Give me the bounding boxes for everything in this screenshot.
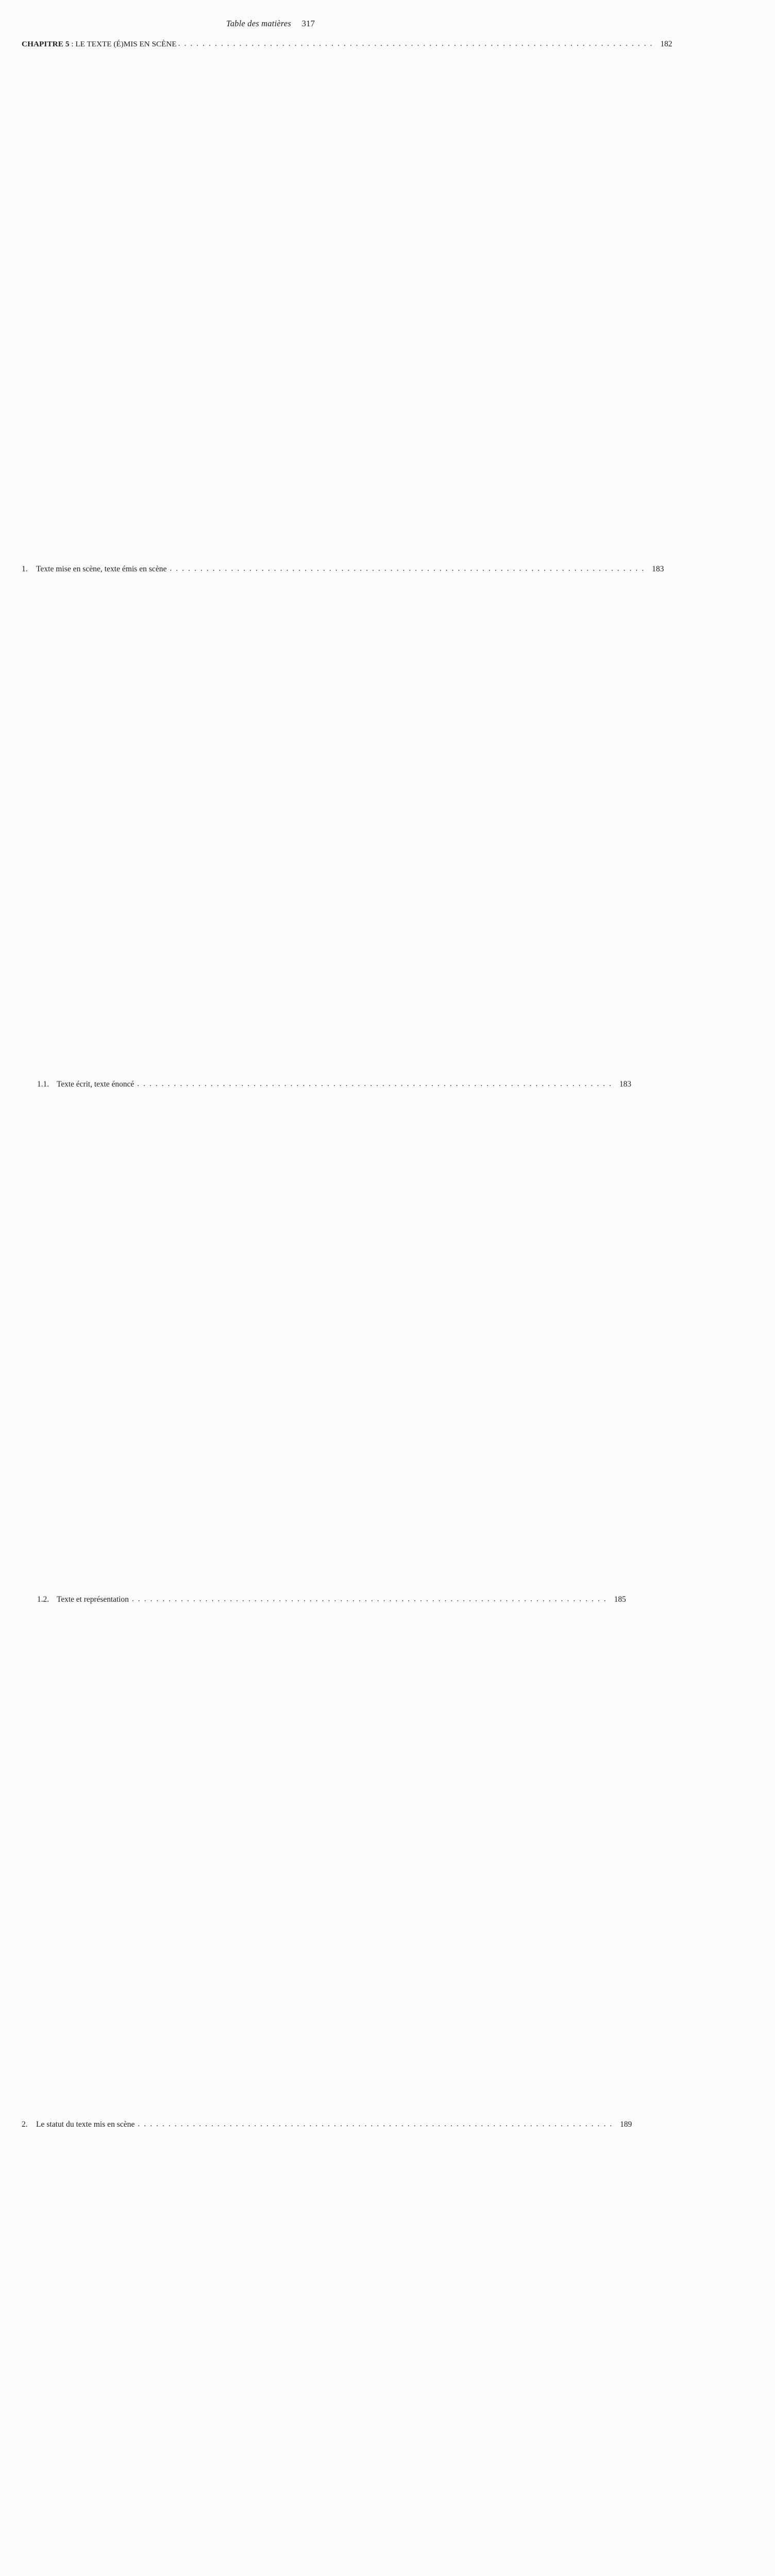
entry-label: Le statut du texte mis en scène	[36, 2120, 135, 2129]
entry-page-number: 182	[660, 40, 672, 48]
toc-entry-section-1-2[interactable]	[22, 1595, 626, 2110]
entry-number: 1.2.	[37, 1595, 49, 1604]
entry-number: 1.	[22, 565, 28, 573]
vertical-spacer	[22, 2110, 314, 2120]
entry-page-number: 183	[652, 565, 664, 573]
dot-leader	[178, 39, 653, 49]
running-head	[22, 19, 315, 29]
entry-label: Texte et représentation	[57, 1595, 129, 1604]
chapter-number: CHAPITRE 5	[22, 40, 70, 48]
toc-entry-section-1[interactable]	[22, 564, 664, 1079]
dot-leader	[137, 1079, 612, 1089]
entry-page-number: 185	[614, 1595, 626, 1604]
toc-entry-section-1-1[interactable]	[22, 1079, 632, 1595]
running-head-title: Table des matières	[226, 19, 291, 28]
entry-label: Texte mise en scène, texte émis en scène	[36, 565, 167, 573]
entry-page-number: 183	[619, 1080, 632, 1089]
entry-number: 1.1.	[37, 1080, 49, 1089]
toc-entry-list	[22, 39, 672, 2576]
page-folio: 317	[301, 19, 315, 28]
chapter-title-text: : LE TEXTE (É)MIS EN SCÈNE	[69, 40, 177, 48]
dot-leader	[138, 2119, 613, 2129]
entry-number: 2.	[22, 2120, 28, 2129]
toc-entry-chapitre-5[interactable]	[22, 39, 672, 554]
chapter-title	[22, 39, 177, 49]
toc-entry-section-2[interactable]	[22, 2120, 632, 2576]
entry-label: Texte écrit, texte énoncé	[57, 1080, 134, 1089]
dot-leader	[170, 564, 645, 574]
dot-leader	[132, 1594, 607, 1604]
entry-page-number: 189	[620, 2120, 632, 2129]
vertical-spacer	[22, 554, 314, 564]
